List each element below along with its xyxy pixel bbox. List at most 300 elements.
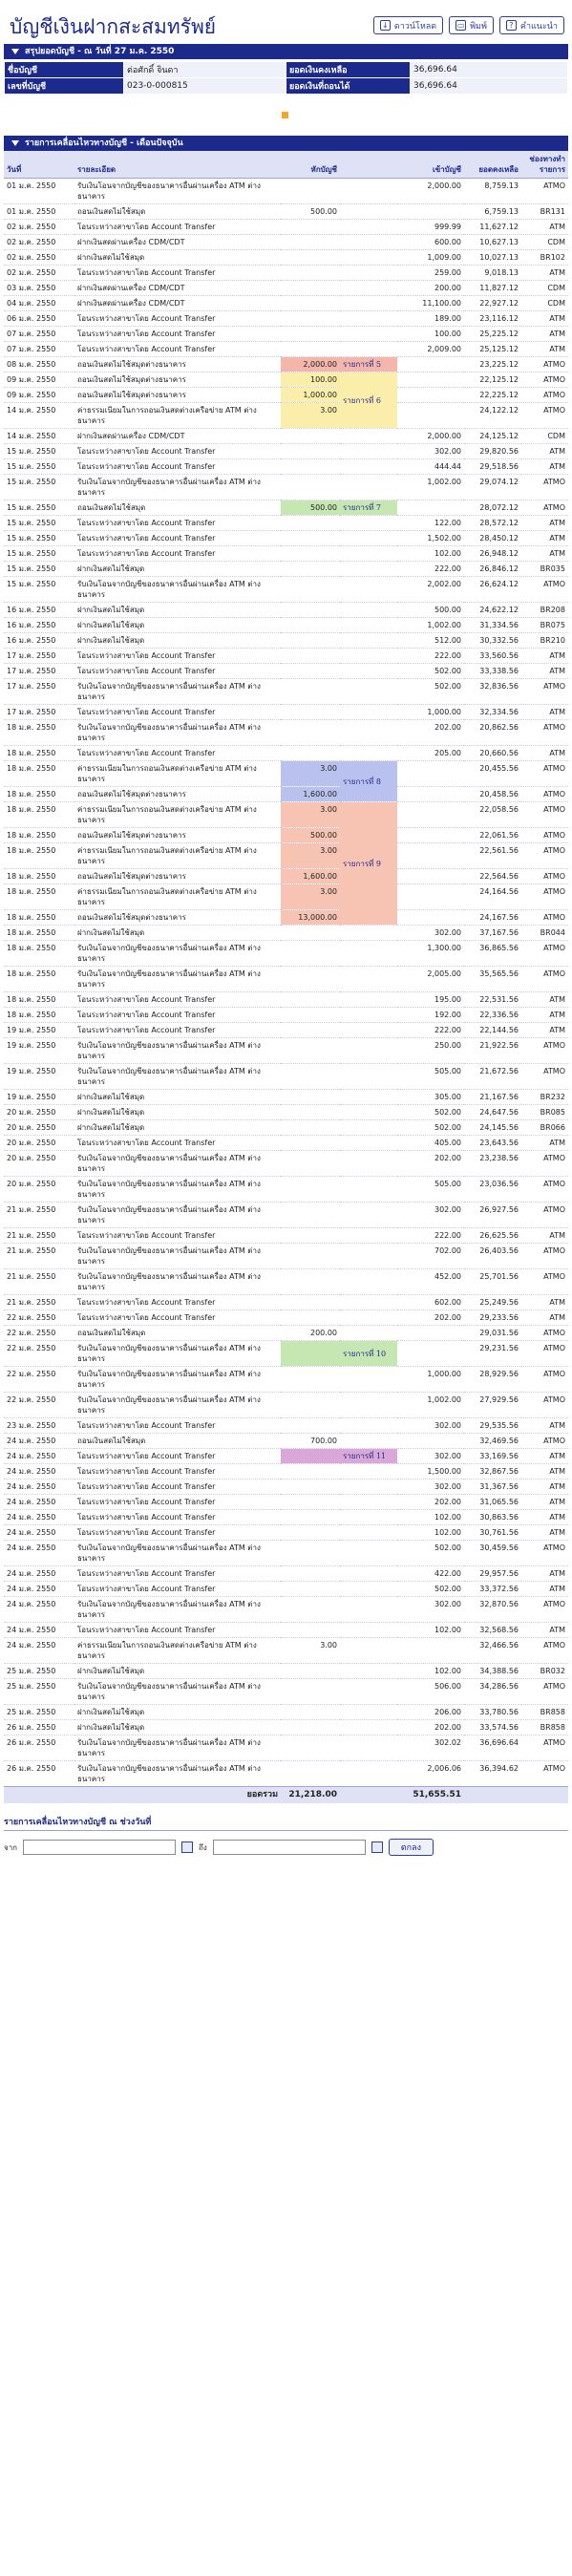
row-date: 09 ม.ค. 2550 [4,373,74,388]
row-tag-label: รายการที่ 7 [340,500,397,516]
row-description: ถอนเงินสดไม่ใช้สมุด [74,500,281,516]
table-row [4,1464,568,1480]
row-tag [340,1310,397,1326]
row-debit [281,1008,340,1023]
row-credit: 505.00 [397,1064,464,1090]
row-channel: ATMO [521,679,568,705]
period-header: รายการเคลื่อนไหวทางบัญชี ณ ช่วงวันที่ [4,1815,568,1831]
row-date: 20 ม.ค. 2550 [4,1136,74,1151]
row-credit: 302.00 [397,1418,464,1434]
row-credit [397,1341,464,1367]
transactions-header-label: รายการเคลื่อนไหวทางบัญชี - เดือนปัจจุบัน [25,138,183,148]
calendar-icon[interactable] [181,1842,193,1853]
row-debit [281,562,340,577]
row-channel: BR085 [521,1105,568,1120]
row-debit [281,459,340,475]
row-debit [281,475,340,500]
row-debit [281,649,340,664]
row-balance: 22,531.56 [464,992,521,1008]
row-credit: 100.00 [397,327,464,342]
table-row [4,1541,568,1566]
row-channel: BR044 [521,926,568,941]
row-debit [281,1203,340,1228]
table-row [4,1064,568,1090]
row-date: 21 ม.ค. 2550 [4,1203,74,1228]
row-channel: ATM [521,1023,568,1038]
row-credit: 1,002.00 [397,475,464,500]
row-balance: 23,238.56 [464,1151,521,1177]
row-tag [340,1510,397,1525]
table-row [4,1038,568,1064]
row-description: โอนระหว่างสาขาโดย Account Transfer [74,1295,281,1310]
col-description: รายละเอียด [74,151,281,179]
row-debit [281,444,340,459]
table-row [4,992,568,1008]
row-balance: 20,862.56 [464,720,521,746]
table-row [4,266,568,281]
row-description: ถอนเงินสดไม่ใช้สมุดต่างธนาคาร [74,388,281,403]
row-credit [397,500,464,516]
row-date: 21 ม.ค. 2550 [4,1228,74,1244]
row-description: รับเงินโอนจากบัญชีของธนาคารอื่นผ่านเครื่อง ATM ต่างธนาคาร [74,967,281,992]
row-credit: 2,000.00 [397,179,464,204]
row-channel: ATMO [521,787,568,802]
row-balance: 26,927.56 [464,1203,521,1228]
row-balance: 9,018.13 [464,266,521,281]
col-balance: ยอดคงเหลือ [464,151,521,179]
row-debit [281,1510,340,1525]
row-description: รับเงินโอนจากบัญชีของธนาคารอื่นผ่านเครื่อง ATM ต่างธนาคาร [74,1269,281,1295]
row-date: 26 ม.ค. 2550 [4,1761,74,1787]
row-tag [340,1597,397,1623]
row-description: ถอนเงินสดไม่ใช้สมุด [74,1326,281,1341]
row-credit [397,388,464,403]
row-channel: BR210 [521,633,568,649]
row-debit [281,1023,340,1038]
row-credit [397,787,464,802]
row-date: 07 ม.ค. 2550 [4,342,74,357]
help-icon: ? [506,20,517,31]
row-debit [281,1064,340,1090]
row-description: โอนระหว่างสาขาโดย Account Transfer [74,1008,281,1023]
row-balance: 21,922.56 [464,1038,521,1064]
row-debit [281,266,340,281]
row-description: โอนระหว่างสาขาโดย Account Transfer [74,1582,281,1597]
row-description: รับเงินโอนจากบัญชีของธนาคารอื่นผ่านเครื่อง ATM ต่างธนาคาร [74,1203,281,1228]
row-date: 24 ม.ค. 2550 [4,1541,74,1566]
row-channel: BR102 [521,250,568,266]
row-debit [281,235,340,250]
row-date: 04 ม.ค. 2550 [4,296,74,311]
row-balance: 20,458.56 [464,787,521,802]
download-icon: ↓ [380,20,391,31]
row-description: ฝากเงินสดผ่านเครื่อง CDM/CDT [74,296,281,311]
row-channel: ATMO [521,884,568,910]
row-debit [281,577,340,603]
row-tag [340,1120,397,1136]
row-date: 22 ม.ค. 2550 [4,1393,74,1418]
row-balance: 11,627.12 [464,220,521,235]
row-credit: 102.00 [397,1623,464,1638]
table-row [4,327,568,342]
table-row [4,1341,568,1367]
row-description: ฝากเงินสดไม่ใช้สมุด [74,1090,281,1105]
row-credit: 302.00 [397,1480,464,1495]
row-description: โอนระหว่างสาขาโดย Account Transfer [74,1566,281,1582]
row-debit [281,603,340,618]
totals-credit: 51,655.51 [397,1787,464,1804]
row-balance: 34,286.56 [464,1679,521,1705]
row-date: 17 ม.ค. 2550 [4,705,74,720]
row-date: 17 ม.ค. 2550 [4,664,74,679]
row-date: 01 ม.ค. 2550 [4,204,74,220]
calendar-icon[interactable] [371,1842,383,1853]
row-tag [340,1566,397,1582]
table-row [4,1418,568,1434]
row-channel: ATM [521,1495,568,1510]
row-credit: 302.00 [397,444,464,459]
row-description: รับเงินโอนจากบัญชีของธนาคารอื่นผ่านเครื่อง ATM ต่างธนาคาร [74,1761,281,1787]
row-credit: 502.00 [397,1120,464,1136]
row-tag [340,1228,397,1244]
table-row [4,869,568,884]
row-tag [340,1038,397,1064]
row-description: ฝากเงินสดไม่ใช้สมุด [74,250,281,266]
row-credit [397,403,464,429]
to-date-input[interactable] [213,1840,366,1855]
row-balance: 20,660.56 [464,746,521,761]
row-credit: 192.00 [397,1008,464,1023]
row-balance: 22,561.56 [464,843,521,869]
row-balance: 29,518.56 [464,459,521,475]
row-date: 23 ม.ค. 2550 [4,1418,74,1434]
row-description: รับเงินโอนจากบัญชีของธนาคารอื่นผ่านเครื่อง ATM ต่างธนาคาร [74,179,281,204]
row-balance: 33,169.56 [464,1449,521,1464]
row-channel: ATM [521,1582,568,1597]
table-row [4,429,568,444]
row-channel: ATMO [521,1679,568,1705]
table-row [4,843,568,869]
table-row [4,1638,568,1664]
row-balance: 32,334.56 [464,705,521,720]
row-tag [340,1418,397,1434]
row-tag [340,992,397,1008]
row-description: รับเงินโอนจากบัญชีของธนาคารอื่นผ่านเครื่อง ATM ต่างธนาคาร [74,720,281,746]
row-balance: 25,701.56 [464,1269,521,1295]
row-date: 06 ม.ค. 2550 [4,311,74,327]
row-date: 18 ม.ค. 2550 [4,869,74,884]
row-description: ค่าธรรมเนียมในการถอนเงินสดต่างเครือข่าย ATM ต่างธนาคาร [74,884,281,910]
row-description: ฝากเงินสดไม่ใช้สมุด [74,1105,281,1120]
row-tag [340,1136,397,1151]
row-credit [397,884,464,910]
row-description: โอนระหว่างสาขาโดย Account Transfer [74,1449,281,1464]
row-channel: ATMO [521,1434,568,1449]
row-credit: 500.00 [397,603,464,618]
table-row [4,761,568,787]
transactions-table [4,151,568,1803]
row-balance: 22,125.12 [464,373,521,388]
row-credit: 302.00 [397,1203,464,1228]
row-date: 24 ม.ค. 2550 [4,1464,74,1480]
table-row [4,1525,568,1541]
row-credit [397,802,464,828]
row-credit: 189.00 [397,311,464,327]
row-debit [281,1038,340,1064]
row-date: 15 ม.ค. 2550 [4,475,74,500]
row-tag [340,1705,397,1720]
row-description: ค่าธรรมเนียมในการถอนเงินสดต่างเครือข่าย ATM ต่างธนาคาร [74,1638,281,1664]
row-tag [340,444,397,459]
row-debit: 500.00 [281,828,340,843]
row-channel: ATM [521,1008,568,1023]
row-description: โอนระหว่างสาขาโดย Account Transfer [74,1310,281,1326]
row-credit: 1,002.00 [397,618,464,633]
row-channel: ATM [521,220,568,235]
row-description: ฝากเงินสดผ่านเครื่อง CDM/CDT [74,429,281,444]
row-balance: 32,469.56 [464,1434,521,1449]
row-channel: ATM [521,746,568,761]
table-row [4,1269,568,1295]
row-tag [340,1495,397,1510]
row-date: 18 ม.ค. 2550 [4,884,74,910]
table-row [4,250,568,266]
row-description: รับเงินโอนจากบัญชีของธนาคารอื่นผ่านเครื่อง ATM ต่างธนาคาร [74,1541,281,1566]
row-balance: 26,948.12 [464,546,521,562]
row-balance: 33,560.56 [464,649,521,664]
row-channel: BR066 [521,1120,568,1136]
row-balance: 22,336.56 [464,1008,521,1023]
row-date: 18 ม.ค. 2550 [4,802,74,828]
table-row [4,546,568,562]
row-debit [281,220,340,235]
row-description: โอนระหว่างสาขาโดย Account Transfer [74,705,281,720]
row-credit: 452.00 [397,1269,464,1295]
row-balance: 32,568.56 [464,1623,521,1638]
row-description: ฝากเงินสดไม่ใช้สมุด [74,1705,281,1720]
row-debit [281,1761,340,1787]
row-description: รับเงินโอนจากบัญชีของธนาคารอื่นผ่านเครื่อง ATM ต่างธนาคาร [74,1244,281,1269]
row-tag [340,1203,397,1228]
row-tag [340,266,397,281]
row-debit: 3.00 [281,802,340,828]
row-description: โอนระหว่างสาขาโดย Account Transfer [74,664,281,679]
row-debit [281,1720,340,1735]
row-credit: 512.00 [397,633,464,649]
row-date: 16 ม.ค. 2550 [4,618,74,633]
row-credit: 502.00 [397,1541,464,1566]
row-date: 20 ม.ค. 2550 [4,1151,74,1177]
row-balance: 37,167.56 [464,926,521,941]
row-channel: ATM [521,266,568,281]
row-tag [340,1393,397,1418]
row-date: 15 ม.ค. 2550 [4,516,74,531]
table-row [4,342,568,357]
row-date: 15 ม.ค. 2550 [4,531,74,546]
row-tag [340,633,397,649]
print-label: พิมพ์ [470,21,487,32]
row-channel: ATM [521,1310,568,1326]
row-description: ฝากเงินสดไม่ใช้สมุด [74,1664,281,1679]
table-row [4,1705,568,1720]
row-tag [340,1434,397,1449]
table-row [4,1228,568,1244]
row-channel: ATM [521,444,568,459]
row-channel: ATM [521,1295,568,1310]
row-date: 03 ม.ค. 2550 [4,281,74,296]
table-row [4,296,568,311]
col-debit: หักบัญชี [281,151,340,179]
row-credit: 195.00 [397,992,464,1008]
from-date-input[interactable] [23,1840,176,1855]
row-date: 22 ม.ค. 2550 [4,1341,74,1367]
row-tag [340,1623,397,1638]
row-description: โอนระหว่างสาขาโดย Account Transfer [74,327,281,342]
table-row [4,1434,568,1449]
row-description: ฝากเงินสดไม่ใช้สมุด [74,618,281,633]
table-row [4,1735,568,1761]
row-balance: 33,780.56 [464,1705,521,1720]
available-value: 36,696.64 [411,78,568,95]
row-debit [281,516,340,531]
table-row [4,1623,568,1638]
submit-button[interactable]: ตกลง [389,1839,434,1856]
table-row [4,941,568,967]
table-row [4,787,568,802]
row-tag [340,1582,397,1597]
triangle-down-icon [11,49,19,54]
row-debit: 200.00 [281,1326,340,1341]
table-row [4,1664,568,1679]
row-balance: 24,145.56 [464,1120,521,1136]
row-channel: ATMO [521,941,568,967]
row-description: รับเงินโอนจากบัญชีของธนาคารอื่นผ่านเครื่อง ATM ต่างธนาคาร [74,1177,281,1203]
row-tag-label: รายการที่ 5 [340,357,397,373]
row-credit: 1,500.00 [397,1464,464,1480]
row-tag [340,577,397,603]
row-credit [397,357,464,373]
row-channel: ATMO [521,500,568,516]
row-date: 19 ม.ค. 2550 [4,1038,74,1064]
row-tag [340,429,397,444]
row-date: 15 ม.ค. 2550 [4,500,74,516]
row-description: ฝากเงินสดไม่ใช้สมุด [74,633,281,649]
row-tag [340,327,397,342]
row-date: 16 ม.ค. 2550 [4,633,74,649]
row-debit: 500.00 [281,204,340,220]
table-row [4,531,568,546]
table-row [4,1244,568,1269]
row-tag [340,459,397,475]
row-balance: 24,167.56 [464,910,521,926]
row-description: โอนระหว่างสาขาโดย Account Transfer [74,1023,281,1038]
table-row [4,1105,568,1120]
row-debit [281,1541,340,1566]
print-button[interactable] [449,16,494,34]
table-row [4,1510,568,1525]
row-date: 18 ม.ค. 2550 [4,926,74,941]
row-channel: ATM [521,1464,568,1480]
row-balance: 23,036.56 [464,1177,521,1203]
row-date: 18 ม.ค. 2550 [4,787,74,802]
row-credit: 202.00 [397,1495,464,1510]
row-debit [281,1244,340,1269]
help-button[interactable] [499,16,564,34]
row-balance: 30,863.56 [464,1510,521,1525]
balance-label: ยอดเงินคงเหลือ [286,62,411,78]
table-row [4,1495,568,1510]
row-channel: ATMO [521,1177,568,1203]
row-channel: ATM [521,664,568,679]
row-date: 20 ม.ค. 2550 [4,1120,74,1136]
row-channel: ATMO [521,1761,568,1787]
divider-dot [282,112,288,118]
row-credit: 2,002.00 [397,577,464,603]
row-credit: 200.00 [397,281,464,296]
row-channel: ATMO [521,1038,568,1064]
row-debit [281,618,340,633]
table-row [4,444,568,459]
row-debit [281,1177,340,1203]
row-balance: 32,867.56 [464,1464,521,1480]
row-date: 02 ม.ค. 2550 [4,250,74,266]
row-date: 20 ม.ค. 2550 [4,1177,74,1203]
row-balance: 28,572.12 [464,516,521,531]
row-credit: 222.00 [397,1023,464,1038]
row-tag [340,296,397,311]
download-button[interactable] [373,16,443,34]
row-debit: 3.00 [281,403,340,429]
row-tag [340,1679,397,1705]
row-debit [281,1228,340,1244]
row-debit [281,1464,340,1480]
table-row [4,500,568,516]
row-tag-label: รายการที่ 9 [340,802,397,926]
row-tag [340,603,397,618]
row-credit [397,1434,464,1449]
row-credit: 202.00 [397,1151,464,1177]
row-date: 24 ม.ค. 2550 [4,1434,74,1449]
row-balance: 28,929.56 [464,1367,521,1393]
row-debit [281,1269,340,1295]
row-date: 25 ม.ค. 2550 [4,1705,74,1720]
row-credit: 202.00 [397,1720,464,1735]
row-date: 24 ม.ค. 2550 [4,1597,74,1623]
row-channel: ATM [521,516,568,531]
row-credit: 102.00 [397,1510,464,1525]
row-credit: 302.00 [397,1449,464,1464]
row-debit [281,1449,340,1464]
table-row [4,705,568,720]
row-tag [340,516,397,531]
row-balance: 24,647.56 [464,1105,521,1120]
row-channel: ATM [521,1418,568,1434]
row-date: 24 ม.ค. 2550 [4,1638,74,1664]
row-credit: 1,300.00 [397,941,464,967]
row-debit: 700.00 [281,1434,340,1449]
row-channel: ATMO [521,828,568,843]
row-balance: 22,058.56 [464,802,521,828]
row-balance: 29,231.56 [464,1341,521,1367]
row-date: 07 ม.ค. 2550 [4,327,74,342]
row-tag [340,1464,397,1480]
row-debit [281,1664,340,1679]
row-description: ฝากเงินสดไม่ใช้สมุด [74,1120,281,1136]
row-description: โอนระหว่างสาขาโดย Account Transfer [74,1464,281,1480]
row-tag [340,1664,397,1679]
row-balance: 29,957.56 [464,1566,521,1582]
row-description: โอนระหว่างสาขาโดย Account Transfer [74,746,281,761]
